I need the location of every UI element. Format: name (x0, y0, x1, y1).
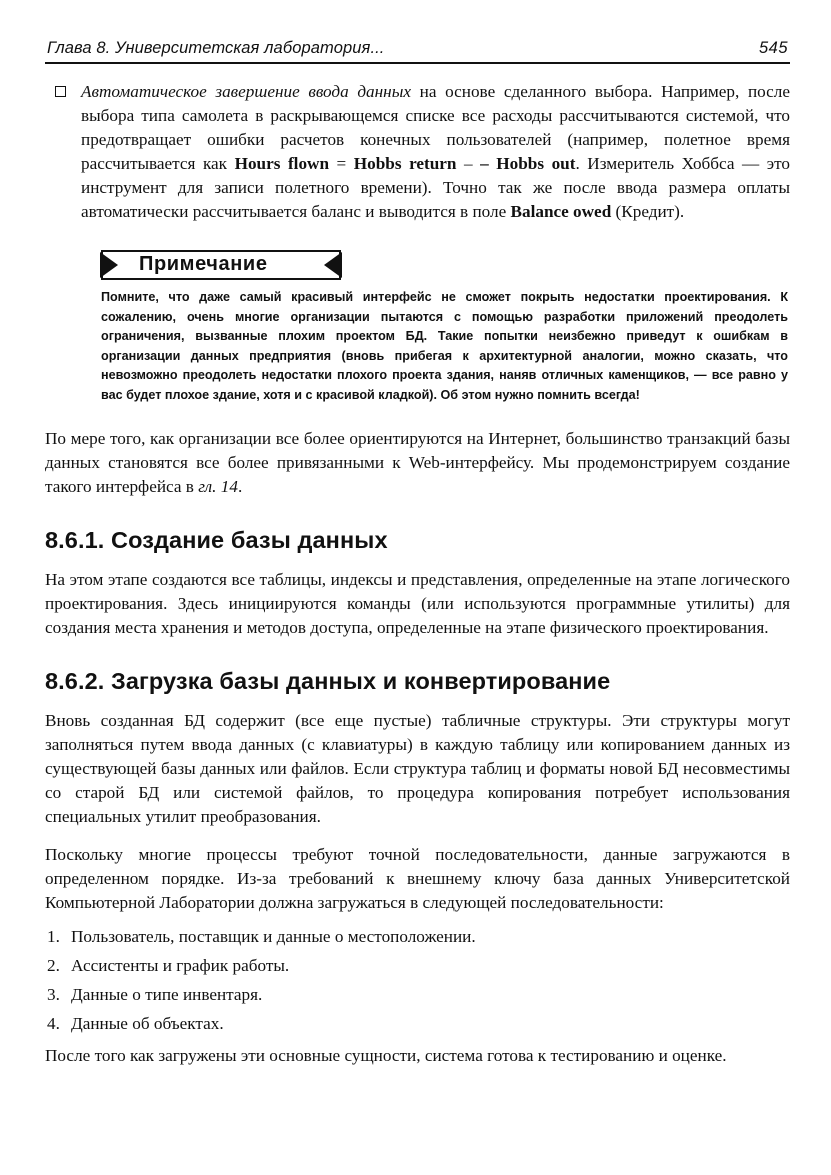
note-block (45, 250, 790, 405)
note-text: Помните, что даже самый красивый интерфейс не сможет покрыть недостатки проектирования. К сожалению, очень многие организации пытаются с помощью разработки приложений преодолеть ограничения, вызванные плохим проектом БД. Такие попытки неизбежно приведут к ошибкам в организации данных предприятия (вновь прибегая к архитектурной аналогии, можно сказать, что невозможно преодолеть недостатки плохого проекта здания, наняв отличных каменщиков, — все равно у вас будет плохое здание, хотя и с красивой кладкой). Об этом нужно помнить всегда! (101, 290, 788, 402)
arrow-left-icon (324, 252, 342, 278)
page-number: 545 (758, 39, 788, 57)
formula-hours-flown: Hours flown (234, 154, 330, 173)
note-label: Примечание (139, 253, 268, 275)
list-item-text: Данные об объектах. (71, 1014, 224, 1033)
bullet-item (45, 80, 790, 224)
bullet-lead: Автоматическое завершение ввода данных (81, 82, 411, 101)
checkbox-square-icon (55, 86, 66, 97)
book-page (45, 36, 790, 1068)
list-item (45, 954, 790, 978)
chapter-reference: гл. 14 (198, 477, 238, 496)
field-balance-owed: Balance owed (510, 202, 612, 221)
list-item-text: Данные о типе инвентаря. (71, 985, 263, 1004)
chapter-title: Глава 8. Университетская лаборатория... (47, 39, 385, 57)
list-item (45, 1012, 790, 1036)
list-item (45, 925, 790, 949)
section-861-paragraph: На этом этапе создаются все таблицы, индексы и представления, определенные на этапе логического проектирования. Здесь инициируются команды (или используются программные утилиты) для создания места хранения и методов доступа, определенные на этапе физического проектирования. (45, 570, 790, 637)
formula-hobbs-return: Hobbs return (353, 154, 457, 173)
section-862-paragraph-2: Поскольку многие процессы требуют точной последовательности, данные загружаются в определенном порядке. Из-за требований к внешнему ключу база данных Университетской Компьютерной Лаборатории должна загружаться в следующей последовательности: (45, 845, 790, 912)
list-item-number: 4. (47, 1014, 60, 1033)
section-862-paragraph-3: После того как загружены эти основные сущности, система готова к тестированию и оценке. (45, 1046, 727, 1065)
section-862-paragraph-1: Вновь созданная БД содержит (все еще пустые) табличные структуры. Эти структуры могут заполняться путем ввода данных (с клавиатуры) в каждую таблицу или копированием данных из существующей базы данных или файлов. Если структура таблиц и форматы новой БД несовместимы со старой БД или системой файлов, то процедура копирования потребует использования специальных утилит преобразования. (45, 711, 790, 826)
formula-hobbs-out: – Hobbs out (480, 154, 576, 173)
list-item-text: Пользователь, поставщик и данные о местоположении. (71, 927, 476, 946)
list-item (45, 983, 790, 1007)
section-heading-862: 8.6.2. Загрузка базы данных и конвертирование (45, 668, 611, 694)
list-item-number: 2. (47, 956, 60, 975)
intro-paragraph: По мере того, как организации все более ориентируются на Интернет, большинство транзакций базы данных становятся все более привязанными к Web-интерфейсу. Мы продемонстрируем создание такого интерфейса в гл. 14. (45, 429, 790, 496)
list-item-number: 1. (47, 927, 60, 946)
load-order-list (45, 925, 790, 1036)
bullet-paragraph: Автоматическое завершение ввода данных на основе сделанного выбора. Например, после выбора типа самолета в раскрывающемся списке все расходы рассчитываются системой, что предотвращает ошибки расчетов конечных пользователей (например, полетное время рассчитывается как Hours flown = Hobbs return – – Hobbs out. Измеритель Хоббса — это инструмент для записи полетного времени). Точно так же после ввода размера оплаты автоматически рассчитывается баланс и выводится в поле Balance owed (Кредит). (81, 82, 791, 221)
running-header (45, 36, 790, 64)
list-item-text: Ассистенты и график работы. (71, 956, 290, 975)
section-heading-861: 8.6.1. Создание базы данных (45, 527, 388, 553)
arrow-right-icon (100, 252, 118, 278)
note-header (101, 250, 341, 280)
list-item-number: 3. (47, 985, 60, 1004)
